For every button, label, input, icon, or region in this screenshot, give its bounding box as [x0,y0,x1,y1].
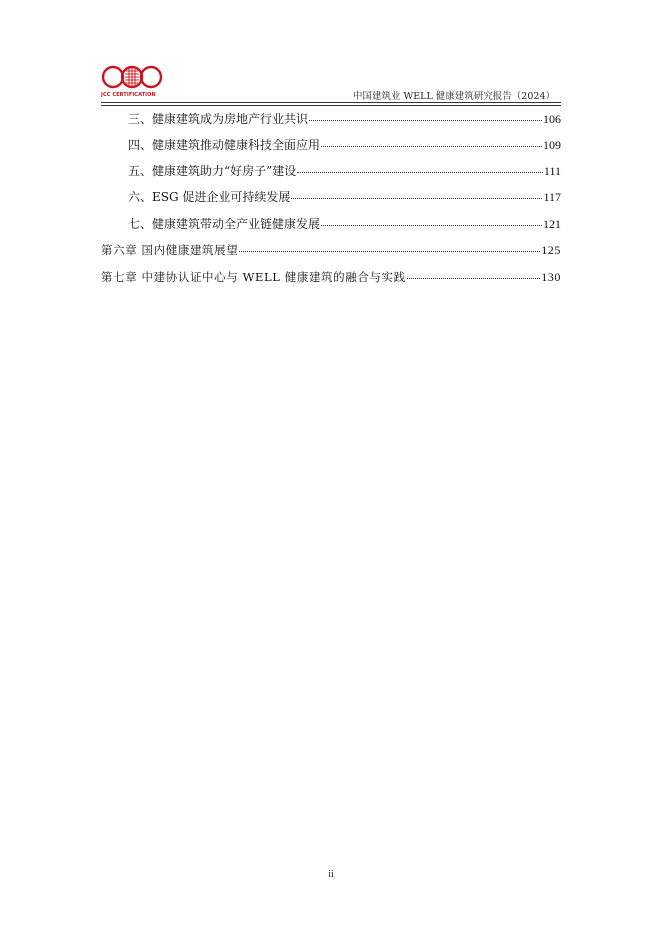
toc-entry[interactable] [101,110,561,128]
toc-entry-label: 七、健康建筑带动全产业链健康发展 [128,217,321,231]
toc-chapter-entry[interactable] [101,269,561,287]
toc-entry-page: 117 [543,190,561,204]
toc-dot-leader [309,110,542,121]
toc-entry-page: 125 [541,243,561,257]
toc-entry-label: 三、健康建筑成为房地产行业共识 [128,112,309,126]
toc-entry-page: 121 [543,217,561,231]
toc-entry-label: 四、健康建筑推动健康科技全面应用 [128,138,321,152]
header-rule-thin [101,105,561,106]
toc-dot-leader [407,268,540,279]
toc-entry-page: 106 [543,112,561,126]
toc-chapter-entry[interactable] [101,242,561,260]
toc-entry-page: 111 [543,164,561,178]
toc-entry-label: 第七章 中建协认证中心与 WELL 健康建筑的融合与实践 [101,270,406,284]
logo-caption: JCC CERTIFICATION [101,92,156,98]
toc-entry[interactable] [101,215,561,233]
toc-entry-page: 109 [543,138,561,152]
toc-dot-leader [291,188,542,199]
toc-dot-leader [321,136,542,147]
toc-entry[interactable] [101,188,561,206]
document-running-title: 中国建筑业 WELL 健康建筑研究报告（2024） [352,91,555,102]
header-rule [101,102,561,103]
toc-entry[interactable] [101,136,561,154]
toc-dot-leader [239,241,540,252]
toc-dot-leader [297,162,543,173]
toc-entry-label: 五、健康建筑助力“好房子”建设 [128,164,297,178]
toc-entry[interactable] [101,162,561,180]
toc-dot-leader [321,215,542,226]
toc-entry-label: 六、ESG 促进企业可持续发展 [128,190,291,204]
page-number: ii [328,869,334,880]
toc-entry-page: 130 [541,270,561,284]
toc-entry-label: 第六章 国内健康建筑展望 [101,243,239,257]
